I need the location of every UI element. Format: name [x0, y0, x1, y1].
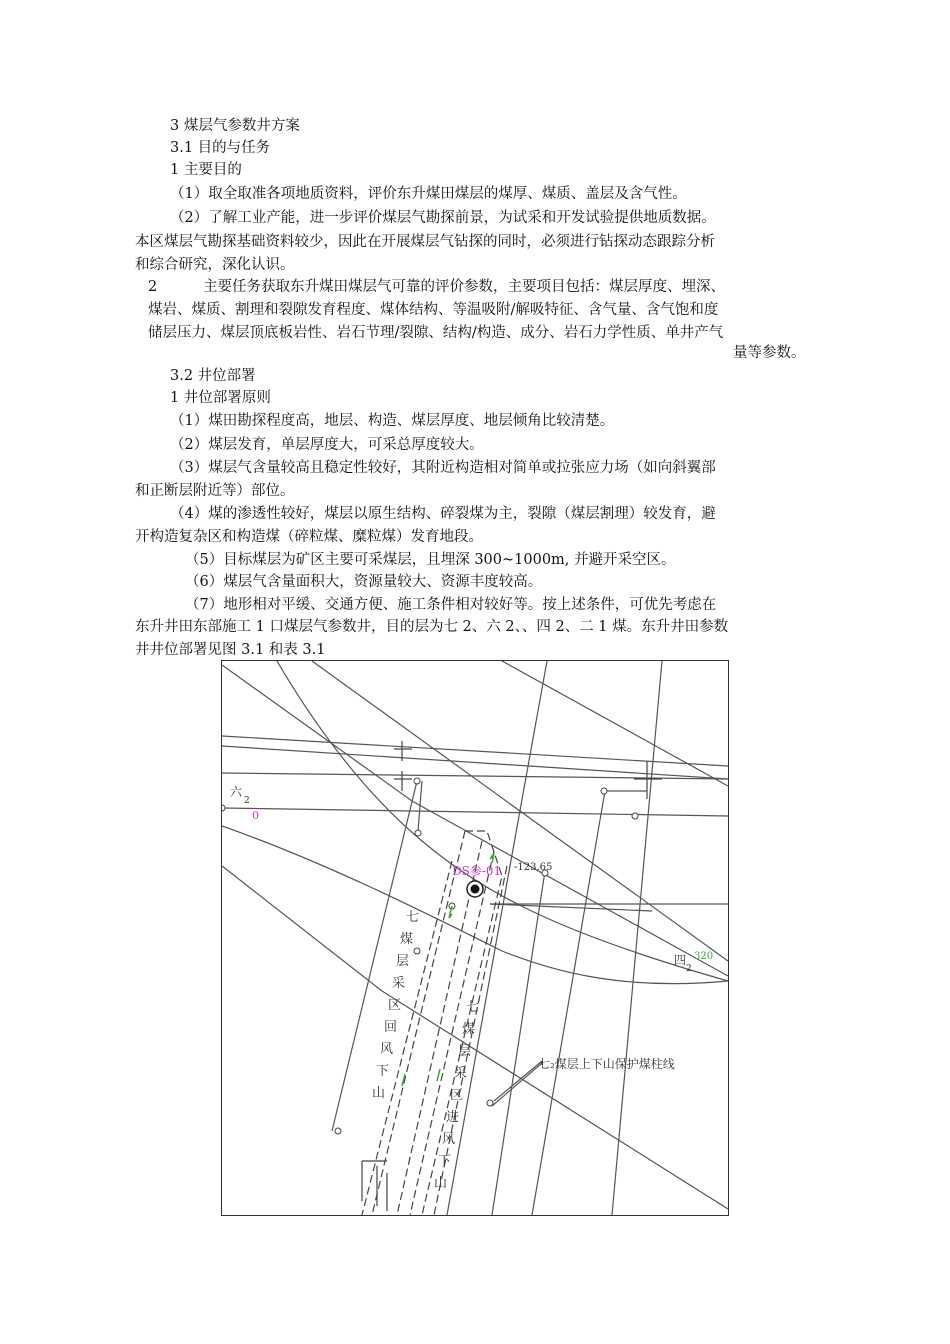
map-line [412, 801, 728, 976]
map-node [414, 948, 420, 954]
paragraph-3-line-2: 煤岩、煤质、割理和裂隙发育程度、煤体结构、等温吸附/解吸特征、含气量、含气饱和度 [148, 302, 719, 318]
label-si-num: 320 [694, 951, 714, 962]
map-node [632, 813, 638, 819]
item-deploy-principle: 1 井位部署原则 [170, 390, 271, 406]
return-char: 七 [406, 910, 420, 925]
map-node [601, 788, 607, 794]
map-line [222, 665, 412, 801]
principle-3-line-2: 和正断层附近等）部位。 [135, 483, 295, 499]
subsection-3-2: 3.2 井位部署 [170, 368, 256, 384]
label-si: 四 [674, 953, 687, 967]
return-char: 风 [380, 1042, 394, 1057]
pillar-label: 七₂煤层上下山保护煤柱线 [538, 1057, 675, 1071]
paragraph-2-line-3: 和综合研究，深化认识。 [135, 257, 295, 273]
intake-char: 下 [438, 1154, 452, 1169]
map-line [612, 661, 662, 1215]
intake-char: 煤 [462, 1022, 476, 1037]
map-drawing [222, 661, 728, 1215]
intake-char: 层 [458, 1044, 472, 1059]
paragraph-3-line-4: 量等参数。 [733, 345, 806, 361]
well-label: DS参-01 [452, 864, 502, 878]
intake-char: 山 [434, 1176, 448, 1191]
return-char: 山 [372, 1086, 386, 1101]
principle-7-line-1: （7）地形相对平缓、交通方便、施工条件相对较好等。按上述条件，可优先考虑在 [185, 597, 717, 613]
principle-6: （6）煤层气含量面积大，资源量较大、资源丰度较高。 [185, 574, 543, 590]
return-char: 层 [396, 954, 410, 969]
intake-char: 七 [466, 1000, 480, 1015]
principle-5: （5）目标煤层为矿区主要可采煤层，且埋深 300~1000m, 并避开采空区。 [185, 552, 676, 568]
paragraph-2-line-2: 本区煤层气勘探基础资料较少，因此在开展煤层气钻探的同时，必须进行钻探动态跟踪分析 [135, 234, 715, 250]
paragraph-3-number: 2 [148, 279, 158, 295]
section-title: 3 煤层气参数井方案 [170, 118, 300, 134]
principle-4-line-2: 开构造复杂区和构造煤（碎粒煤、糜粒煤）发育地段。 [135, 529, 483, 545]
principle-2: （2）煤层发育，单层厚度大，可采总厚度较大。 [170, 437, 484, 453]
elevation-label: -123.65 [514, 862, 553, 873]
map-curve [222, 826, 728, 984]
map-node [222, 805, 225, 811]
paragraph-3-line-3: 储层压力、煤层顶底板岩性、岩石节理/裂隙、结构/构造、成分、岩石力学性质、单井产气 [148, 325, 724, 341]
item-main-purpose: 1 主要目的 [170, 162, 242, 178]
return-char: 下 [376, 1064, 390, 1079]
intake-char: 采 [454, 1066, 468, 1081]
paragraph-1: （1）取全取准各项地质资料，评价东升煤田煤层的煤厚、煤质、盖层及含气性。 [170, 186, 687, 202]
well-location-map [221, 660, 729, 1216]
map-node [415, 830, 421, 836]
map-line [222, 866, 382, 991]
paragraph-3-line-1: 主要任务获取东升煤田煤层气可靠的评价参数，主要项目包括：煤层厚度、埋深、 [203, 279, 725, 295]
principle-7-line-3: 井井位部署见图 3.1 和表 3.1 [135, 642, 326, 658]
label-liu-num: 0 [252, 809, 259, 822]
principle-3-line-1: （3）煤层气含量较高且稳定性较好，其附近构造相对简单或拉张应力场（如向斜翼部 [170, 460, 716, 476]
intake-char: 区 [450, 1088, 464, 1103]
map-line [494, 1061, 542, 1101]
return-char: 回 [384, 1020, 398, 1035]
principle-1: （1）煤田勘探程度高，地层、构造、煤层厚度、地层倾角比较清楚。 [170, 413, 615, 429]
principle-7-line-2: 东升井田东部施工 1 口煤层气参数井，目的层为七 2、六 2、、四 2、二 1 煤。东升井田参数 [135, 619, 729, 635]
map-node [487, 1100, 493, 1106]
subsection-3-1: 3.1 目的与任务 [170, 140, 271, 156]
map-node [335, 1128, 341, 1134]
return-char: 区 [388, 998, 402, 1013]
map-line [492, 1063, 542, 1106]
map-node [414, 778, 420, 784]
map-line [222, 808, 728, 816]
green-mark [437, 1069, 440, 1081]
map-line [532, 791, 605, 1215]
map-line [490, 904, 652, 911]
label-liu: 六 [230, 785, 243, 799]
return-char: 采 [392, 976, 406, 991]
map-line [447, 661, 547, 1215]
intake-char: 风 [442, 1132, 456, 1147]
return-char: 煤 [400, 932, 414, 947]
principle-4-line-1: （4）煤的渗透性较好，煤层以原生结构、碎裂煤为主，裂隙（煤层割理）较发育，避 [170, 506, 716, 522]
map-curve [277, 661, 728, 981]
paragraph-2-line-1: （2）了解工业产能，进一步评价煤层气勘探前景，为试采和开发试验提供地质数据。 [170, 210, 716, 226]
label-liu-sub: 2 [244, 796, 250, 806]
intake-char: 进 [446, 1110, 460, 1125]
well-symbol [467, 881, 483, 897]
label-si-sub: 2 [686, 964, 692, 974]
